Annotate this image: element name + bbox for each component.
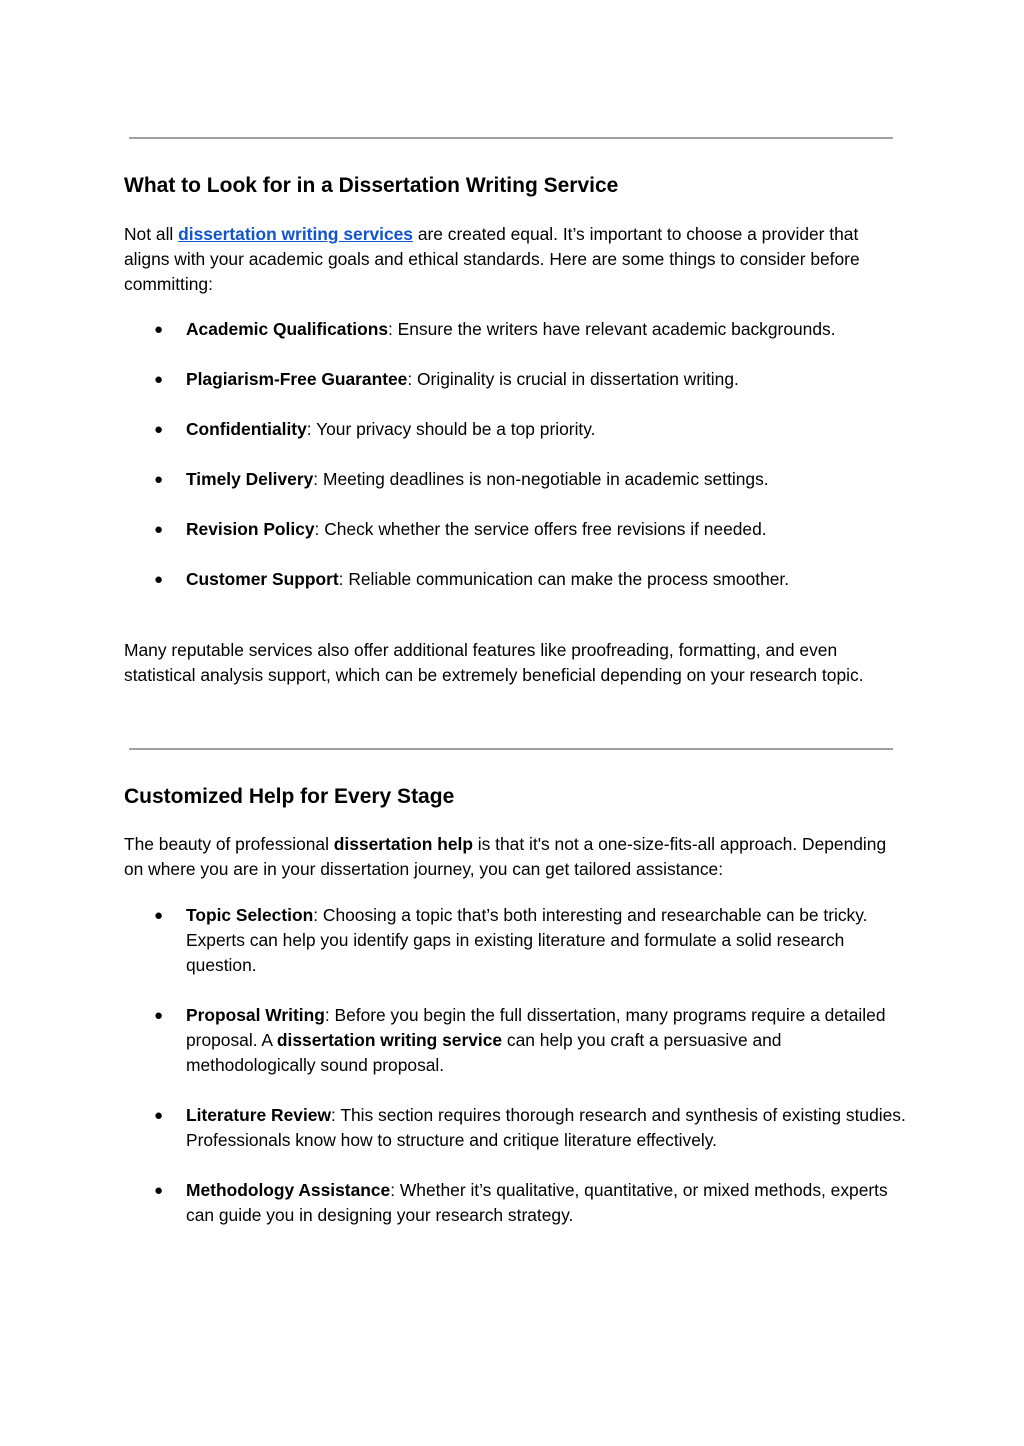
- item-term: Literature Review: [186, 1105, 331, 1125]
- item-desc: : Before you begin the full dissertation, many programs require a detailed proposal. A: [186, 1005, 886, 1050]
- item-desc: : Whether it’s qualitative, quantitative, or mixed methods, experts can guide you in designing your research strategy.: [186, 1180, 888, 1225]
- section-heading: Customized Help for Every Stage: [124, 785, 455, 808]
- item-term: Plagiarism-Free Guarantee: [186, 369, 408, 389]
- item-term: Customer Support: [186, 569, 339, 589]
- section-heading: What to Look for in a Dissertation Writing Service: [124, 174, 619, 197]
- item-term: Academic Qualifications: [186, 319, 388, 339]
- bullet-icon: ●: [154, 371, 164, 388]
- list-item: [124, 1178, 914, 1228]
- intro-paragraph: [124, 832, 904, 882]
- item-desc: : Choosing a topic that’s both interesting and researchable can be tricky. Experts can help you identify gaps in existing literature and formulate a solid research question.: [186, 905, 868, 975]
- horizontal-divider: [129, 748, 893, 750]
- item-term: Proposal Writing: [186, 1005, 325, 1025]
- item-term: Confidentiality: [186, 419, 307, 439]
- item-term: Topic Selection: [186, 905, 314, 925]
- item-term: Timely Delivery: [186, 469, 314, 489]
- bullet-icon: ●: [154, 471, 164, 488]
- item-term: Methodology Assistance: [186, 1180, 391, 1200]
- horizontal-divider: [129, 137, 893, 139]
- criteria-list: [124, 317, 914, 592]
- item-desc: : Reliable communication can make the process smoother.: [338, 569, 790, 589]
- intro-paragraph: [124, 222, 904, 297]
- list-item: [124, 317, 914, 342]
- bullet-icon: ●: [154, 1182, 164, 1199]
- bullet-icon: ●: [154, 571, 164, 588]
- closing-paragraph: Many reputable services also offer additional features like proofreading, formatting, and even statistical analysis support, which can be extremely beneficial depending on your research topic.: [124, 640, 864, 685]
- list-item: [124, 467, 914, 492]
- dissertation-services-link[interactable]: dissertation writing services: [178, 224, 413, 244]
- list-item: [124, 517, 914, 542]
- list-item: [124, 1103, 914, 1153]
- list-item: [124, 417, 914, 442]
- list-item: [124, 367, 914, 392]
- stages-list: [124, 903, 914, 1228]
- bullet-icon: ●: [154, 1007, 164, 1024]
- item-desc: can help you craft a persuasive and methodologically sound proposal.: [186, 1030, 782, 1075]
- intro-text: Not all: [124, 224, 179, 244]
- item-term: Revision Policy: [186, 519, 315, 539]
- bullet-icon: ●: [154, 421, 164, 438]
- bold-phrase: dissertation writing service: [276, 1030, 503, 1050]
- bold-phrase: dissertation help: [333, 834, 473, 854]
- list-item: [124, 567, 914, 592]
- bullet-icon: ●: [154, 321, 164, 338]
- intro-text: are created equal. It’s important to choose a provider that aligns with your academic goals and ethical standards. Here are some things to consider before committing:: [124, 224, 860, 294]
- intro-text: is that it's not a one-size-fits-all approach. Depending on where you are in your dissertation journey, you can get tailored assistance:: [124, 834, 887, 879]
- bullet-icon: ●: [154, 907, 164, 924]
- item-desc: : Your privacy should be a top priority.: [306, 419, 596, 439]
- item-desc: : Ensure the writers have relevant academic backgrounds.: [388, 319, 836, 339]
- intro-text: The beauty of professional: [124, 834, 334, 854]
- item-desc: : Check whether the service offers free revisions if needed.: [314, 519, 767, 539]
- item-desc: : Originality is crucial in dissertation writing.: [407, 369, 739, 389]
- bullet-icon: ●: [154, 521, 164, 538]
- bullet-icon: ●: [154, 1107, 164, 1124]
- item-desc: : Meeting deadlines is non-negotiable in academic settings.: [313, 469, 769, 489]
- item-desc: : This section requires thorough research and synthesis of existing studies. Professionals know how to structure and critique literature effectively.: [186, 1105, 906, 1150]
- list-item: [124, 1003, 914, 1078]
- list-item: [124, 903, 914, 978]
